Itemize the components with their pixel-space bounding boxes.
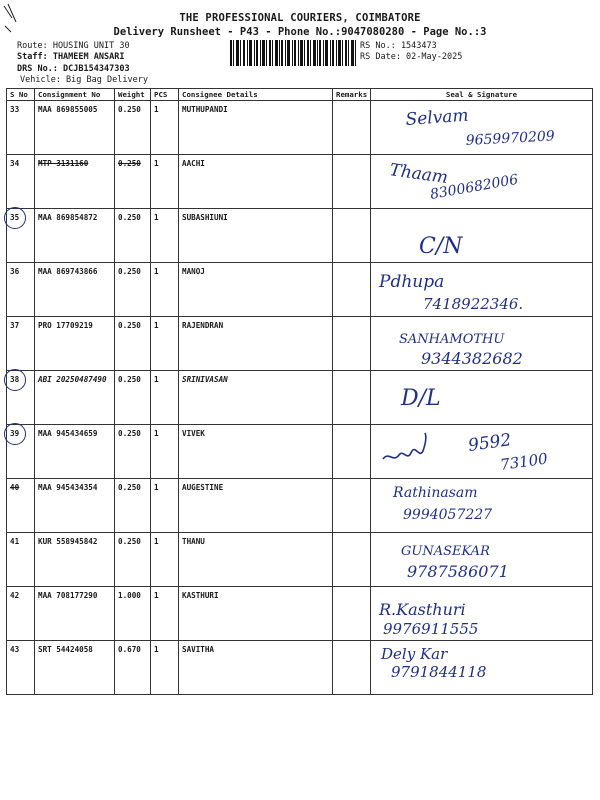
route-label: Route: HOUSING UNIT 30 xyxy=(17,41,130,51)
row-signature xyxy=(371,587,593,641)
row-signature xyxy=(371,209,593,263)
row-consignee: SUBASHIUNI xyxy=(179,209,333,263)
company-title: THE PROFESSIONAL COURIERS, COIMBATORE xyxy=(179,12,421,24)
row-consignment: MAA 869855005 xyxy=(35,101,115,155)
row-pcs: 1 xyxy=(151,371,179,425)
table-row xyxy=(7,479,593,533)
row-pcs: 1 xyxy=(151,641,179,695)
table-row xyxy=(7,209,593,263)
circle-mark xyxy=(4,207,26,229)
row-pcs: 1 xyxy=(151,587,179,641)
table-row xyxy=(7,101,593,155)
row-weight: 0.250 xyxy=(115,155,151,209)
col-header-pcs: PCS xyxy=(151,89,179,101)
row-sno: 35 xyxy=(7,209,35,263)
signature-name: 9592 xyxy=(466,430,513,456)
row-remarks xyxy=(333,479,371,533)
row-weight: 0.250 xyxy=(115,101,151,155)
row-signature xyxy=(371,371,593,425)
col-header-sno: S No xyxy=(7,89,35,101)
row-weight: 0.250 xyxy=(115,425,151,479)
row-pcs: 1 xyxy=(151,425,179,479)
signature-scribble xyxy=(383,433,426,459)
col-header-weight: Weight xyxy=(115,89,151,101)
signature-name: Pdhupa xyxy=(379,272,445,292)
signature-phone: 9659970209 xyxy=(465,128,556,149)
table-header-row xyxy=(7,89,593,101)
row-pcs: 1 xyxy=(151,101,179,155)
row-remarks xyxy=(333,263,371,317)
vehicle-label: Vehicle: Big Bag Delivery xyxy=(20,75,148,85)
table-row xyxy=(7,425,593,479)
col-header-consignment: Consignment No xyxy=(35,89,115,101)
row-consignee: VIVEK xyxy=(179,425,333,479)
row-weight: 0.250 xyxy=(115,263,151,317)
row-consignment: ABI 20250487490 xyxy=(35,371,115,425)
row-signature xyxy=(371,479,593,533)
row-consignee: SAVITHA xyxy=(179,641,333,695)
col-header-remarks: Remarks xyxy=(333,89,371,101)
row-consignee: KASTHURI xyxy=(179,587,333,641)
row-consignment: MTP 3131160 xyxy=(35,155,115,209)
circle-mark xyxy=(4,369,26,391)
table-row xyxy=(7,587,593,641)
rs-number: RS No.: 1543473 xyxy=(360,41,437,51)
signature-name: SANHAMOTHU xyxy=(399,332,505,347)
signature-name: Thaam xyxy=(388,160,450,189)
row-consignment: MAA 869854872 xyxy=(35,209,115,263)
row-sno: 33 xyxy=(7,101,35,155)
row-weight: 0.670 xyxy=(115,641,151,695)
row-consignment: MAA 708177290 xyxy=(35,587,115,641)
runsheet-title: Delivery Runsheet - P43 - Phone No.:9047080280 - Page No.:3 xyxy=(113,26,487,38)
row-sno: 41 xyxy=(7,533,35,587)
row-sno: 43 xyxy=(7,641,35,695)
row-weight: 1.000 xyxy=(115,587,151,641)
rs-date: RS Date: 02-May-2025 xyxy=(360,52,463,62)
row-signature xyxy=(371,641,593,695)
row-pcs: 1 xyxy=(151,155,179,209)
table-row xyxy=(7,263,593,317)
row-weight: 0.250 xyxy=(115,209,151,263)
signature-phone: 73100 xyxy=(499,449,549,474)
row-consignment: PRO 17709219 xyxy=(35,317,115,371)
drs-number: DRS No.: DCJB154347303 xyxy=(17,64,130,74)
row-signature xyxy=(371,425,593,479)
signature-phone: 8300682006 xyxy=(428,171,520,203)
row-signature xyxy=(371,533,593,587)
signature-phone: 9791844118 xyxy=(391,663,487,681)
row-remarks xyxy=(333,425,371,479)
signature-phone: 9976911555 xyxy=(383,620,479,638)
table-row xyxy=(7,317,593,371)
row-consignee: THANU xyxy=(179,533,333,587)
row-sno: 40 xyxy=(7,479,35,533)
row-remarks xyxy=(333,587,371,641)
row-sno: 42 xyxy=(7,587,35,641)
table-row xyxy=(7,155,593,209)
row-signature xyxy=(371,101,593,155)
col-header-consignee: Consignee Details xyxy=(179,89,333,101)
signature-name: D/L xyxy=(401,386,441,411)
row-remarks xyxy=(333,533,371,587)
row-consignee: AUGESTINE xyxy=(179,479,333,533)
signature-phone: 9344382682 xyxy=(421,349,523,368)
row-consignee: SRINIVASAN xyxy=(179,371,333,425)
row-consignment: KUR 558945842 xyxy=(35,533,115,587)
row-weight: 0.250 xyxy=(115,479,151,533)
signature-name: Selvam xyxy=(404,105,470,130)
row-consignee: MANOJ xyxy=(179,263,333,317)
table-row xyxy=(7,641,593,695)
row-consignee: RAJENDRAN xyxy=(179,317,333,371)
row-consignee: MUTHUPANDI xyxy=(179,101,333,155)
row-pcs: 1 xyxy=(151,209,179,263)
row-sno: 37 xyxy=(7,317,35,371)
row-remarks xyxy=(333,101,371,155)
table-row xyxy=(7,371,593,425)
row-consignment: SRT 54424058 xyxy=(35,641,115,695)
row-signature xyxy=(371,263,593,317)
row-weight: 0.250 xyxy=(115,533,151,587)
row-consignment: MAA 945434659 xyxy=(35,425,115,479)
row-remarks xyxy=(333,209,371,263)
signature-phone: 9994057227 xyxy=(403,507,493,523)
row-sno: 34 xyxy=(7,155,35,209)
row-pcs: 1 xyxy=(151,263,179,317)
row-signature xyxy=(371,317,593,371)
signature-phone: C/N xyxy=(419,234,463,259)
row-remarks xyxy=(333,155,371,209)
row-weight: 0.250 xyxy=(115,317,151,371)
delivery-table xyxy=(6,88,593,695)
row-pcs: 1 xyxy=(151,479,179,533)
row-consignment: MAA 945434354 xyxy=(35,479,115,533)
staff-label: Staff: THAMEEM ANSARI xyxy=(17,52,125,62)
signature-name: Rathinasam xyxy=(393,485,478,501)
row-signature xyxy=(371,155,593,209)
signature-phone: 9787586071 xyxy=(407,562,509,581)
barcode-icon xyxy=(230,40,356,66)
row-weight: 0.250 xyxy=(115,371,151,425)
row-consignment: MAA 869743866 xyxy=(35,263,115,317)
row-pcs: 1 xyxy=(151,533,179,587)
row-remarks xyxy=(333,641,371,695)
circle-mark xyxy=(4,423,26,445)
row-consignee: AACHI xyxy=(179,155,333,209)
signature-name: GUNASEKAR xyxy=(401,544,490,559)
row-pcs: 1 xyxy=(151,317,179,371)
col-header-signature: Seal & Signature xyxy=(371,89,593,101)
signature-phone: 7418922346. xyxy=(423,295,524,313)
row-sno: 39 xyxy=(7,425,35,479)
table-row xyxy=(7,533,593,587)
row-sno: 36 xyxy=(7,263,35,317)
signature-name: Dely Kar xyxy=(381,645,448,663)
row-remarks xyxy=(333,371,371,425)
row-remarks xyxy=(333,317,371,371)
row-sno: 38 xyxy=(7,371,35,425)
signature-name: R.Kasthuri xyxy=(379,600,466,619)
